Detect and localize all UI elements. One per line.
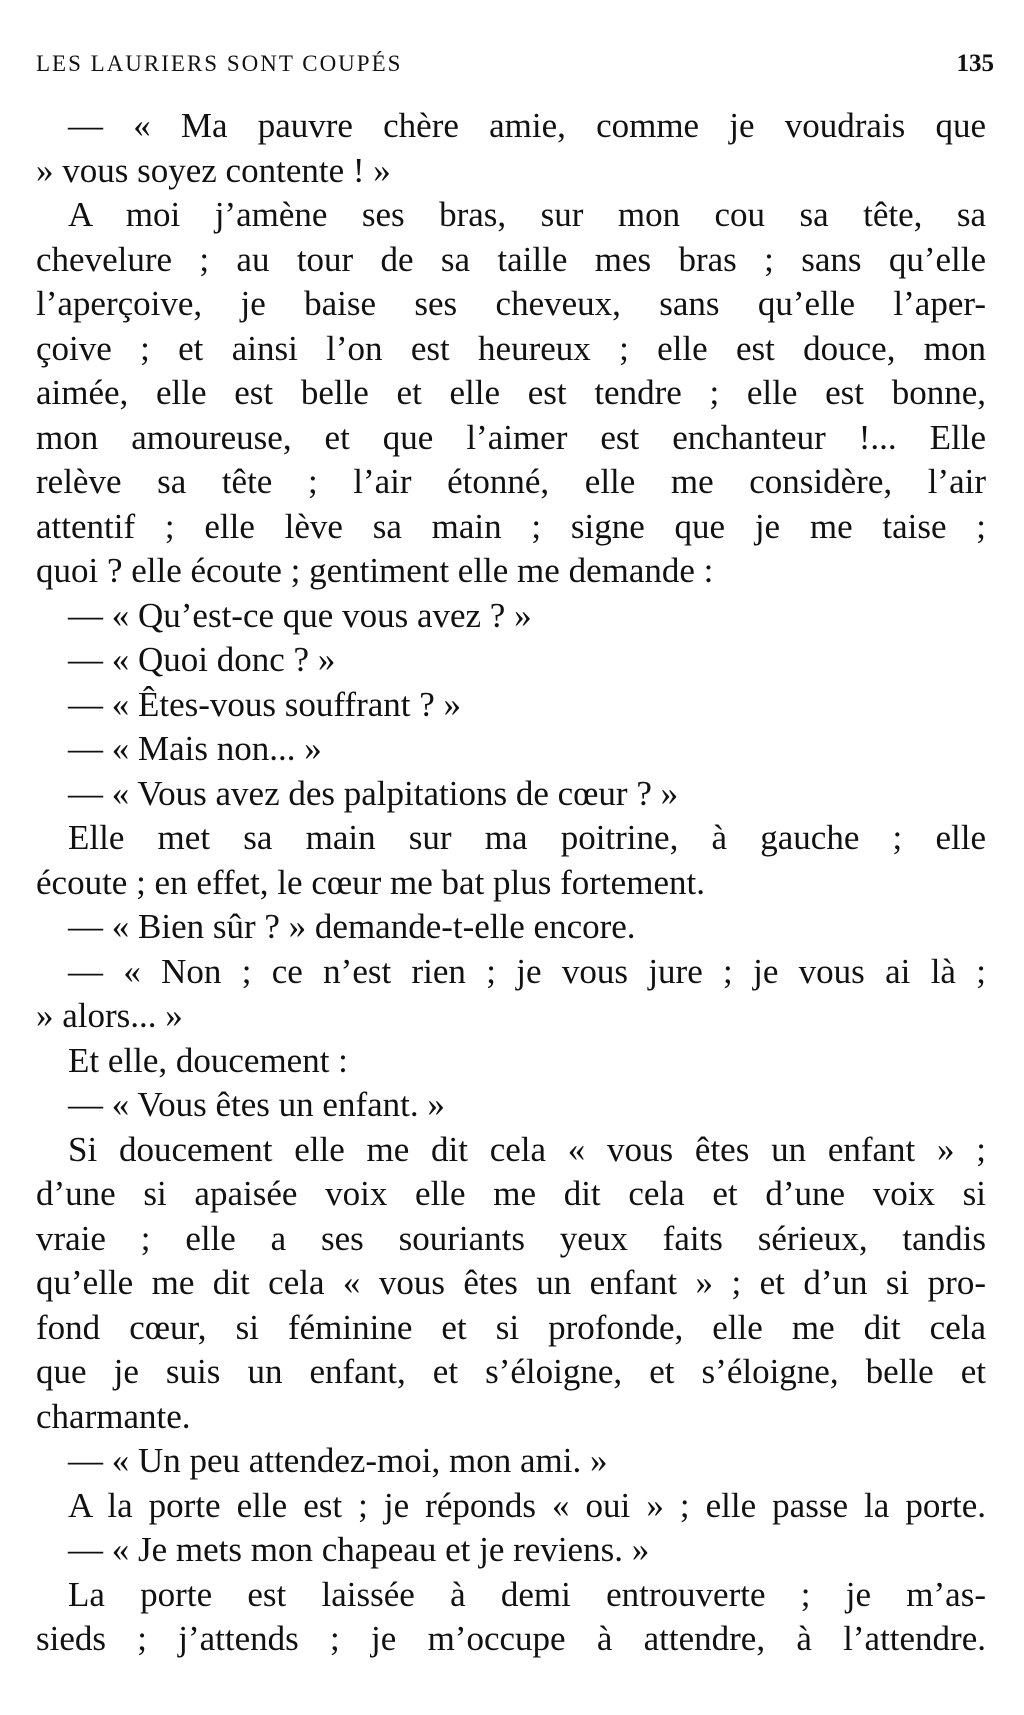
text-line: attentif ; elle lève sa main ; signe que je me taise ; — [36, 506, 986, 546]
text-line: A la porte elle est ; je réponds « oui » ; elle passe la porte. — [68, 1485, 986, 1525]
text-line: Elle met sa main sur ma poitrine, à gauche ; elle — [68, 818, 986, 857]
text-line: relève sa tête ; l’air étonné, elle me considère, l’air — [36, 462, 986, 501]
text-line: mon amoureuse, et que l’aimer est enchanteur !... Elle — [36, 417, 986, 457]
text-line: — « Non ; ce n’est rien ; je vous jure ; je vous ai là ; — [68, 951, 986, 991]
text-line: — « Êtes-vous souffrant ? » — [68, 684, 462, 724]
text-line: qu’elle me dit cela « vous êtes un enfant » ; et d’un si pro- — [36, 1263, 986, 1302]
text-line: d’une si apaisée voix elle me dit cela et d’une voix si — [36, 1174, 986, 1213]
text-line: La porte est laissée à demi entrouverte ; je m’as- — [68, 1574, 986, 1614]
text-line: chevelure ; au tour de sa taille mes bras ; sans qu’elle — [36, 239, 986, 279]
text-line: écoute ; en effet, le cœur me bat plus fortement. — [36, 862, 705, 902]
text-line: Et elle, doucement : — [68, 1040, 348, 1080]
running-title: LES LAURIERS SONT COUPÉS — [36, 51, 403, 76]
text-line: sieds ; j’attends ; je m’occupe à attendre, à l’attendre. — [36, 1619, 986, 1658]
text-line: quoi ? elle écoute ; gentiment elle me demande : — [36, 551, 714, 590]
text-line: — « Qu’est-ce que vous avez ? » — [68, 595, 532, 635]
text-line: » alors... » — [36, 996, 183, 1035]
text-line: charmante. — [36, 1396, 191, 1436]
running-header — [36, 50, 994, 90]
text-line: aimée, elle est belle et elle est tendre ; elle est bonne, — [36, 373, 986, 412]
page-number: 135 — [956, 50, 994, 77]
text-line: — « Je mets mon chapeau et je reviens. » — [68, 1530, 650, 1569]
text-line: A moi j’amène ses bras, sur mon cou sa tête, sa — [68, 195, 986, 234]
text-line: — « Mais non... » — [68, 729, 322, 768]
text-line: — « Vous êtes un enfant. » — [68, 1085, 445, 1124]
text-line: çoive ; et ainsi l’on est heureux ; elle est douce, mon — [36, 328, 986, 368]
text-line: que je suis un enfant, et s’éloigne, et s’éloigne, belle et — [36, 1352, 986, 1391]
text-line: » vous soyez contente ! » — [36, 150, 391, 190]
text-line: l’aperçoive, je baise ses cheveux, sans qu’elle l’aper- — [36, 284, 986, 323]
text-line: — « Vous avez des palpitations de cœur ? » — [68, 773, 679, 813]
text-line: — « Bien sûr ? » demande-t-elle encore. — [68, 907, 636, 946]
text-line: — « Quoi donc ? » — [68, 640, 336, 679]
text-line: vraie ; elle a ses souriants yeux faits sérieux, tandis — [36, 1218, 986, 1258]
text-line: Si doucement elle me dit cela « vous êtes un enfant » ; — [68, 1129, 986, 1169]
text-line: fond cœur, si féminine et si profonde, elle me dit cela — [36, 1307, 986, 1347]
text-line: — « Un peu attendez-moi, mon ami. » — [68, 1441, 608, 1480]
text-line: — « Ma pauvre chère amie, comme je voudrais que — [68, 106, 986, 145]
body-text — [36, 104, 986, 1662]
